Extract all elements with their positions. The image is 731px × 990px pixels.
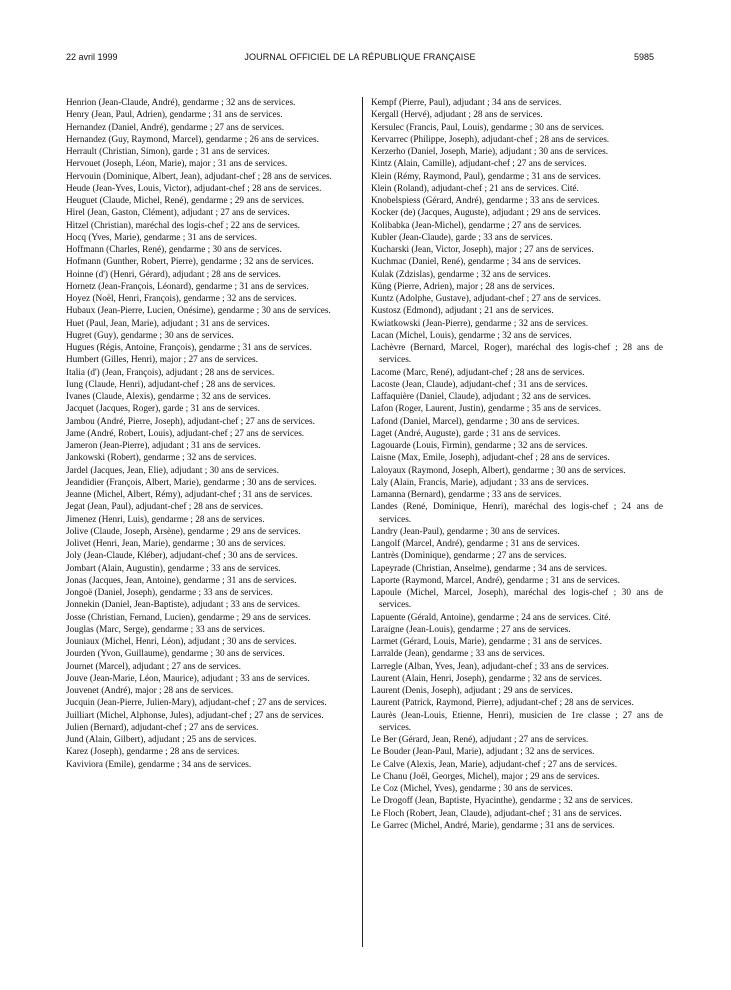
list-item: Kervarrec (Philippe, Joseph), adjudant-chef ; 28 ans de services.	[371, 134, 610, 145]
list-item: Laporte (Raymond, Marcel, André), gendarme ; 31 ans de services.	[371, 575, 620, 586]
list-item: Hugret (Guy), gendarme ; 30 ans de services.	[66, 330, 234, 341]
list-item: Hernandez (Guy, Raymond, Marcel), gendarme ; 26 ans de services.	[66, 134, 319, 145]
list-item: Le Bouder (Jean-Paul, Marie), adjudant ; 32 ans de services.	[371, 747, 595, 758]
list-item: Jame (André, Robert, Louis), adjudant-chef ; 27 ans de services.	[66, 428, 305, 439]
list-item: Hoyez (Noël, Henri, François), gendarme ; 32 ans de services.	[66, 294, 297, 304]
list-item: Kucharski (Jean, Victor, Joseph), major ; 27 ans de services.	[371, 245, 594, 255]
list-item: Le Garrec (Michel, André, Marie), gendarme ; 31 ans de services.	[371, 820, 615, 831]
list-item: Le Chanu (Joël, Georges, Michel), major ; 29 ans de services.	[371, 771, 600, 782]
list-item: Laurès (Jean-Louis, Etienne, Henri), musicien de 1re classe ; 27 ans de services.	[371, 710, 663, 733]
list-item: Lapuente (Gérald, Antoine), gendarme ; 24 ans de services. Cité.	[371, 612, 611, 623]
list-item: Kolibabka (Jean-Michel), gendarme ; 27 ans de services.	[371, 220, 582, 231]
list-item: Jeanne (Michel, Albert, Rémy), adjudant-chef ; 31 ans de services.	[66, 490, 313, 500]
list-item: Jouvenet (André), major ; 28 ans de services.	[66, 686, 234, 696]
list-item: Le Ber (Gérard, Jean, René), adjudant ; 27 ans de services.	[371, 735, 589, 745]
list-item: Jankowski (Robert), gendarme ; 32 ans de services.	[66, 453, 257, 464]
list-item: Heude (Jean-Yves, Louis, Victor), adjudant-chef ; 28 ans de services.	[66, 183, 322, 194]
header-date: 22 avril 1999	[66, 52, 118, 62]
list-item: Laurent (Denis, Joseph), adjudant ; 29 ans de services.	[371, 686, 573, 696]
list-item: Juilliart (Michel, Alphonse, Jules), adjudant-chef ; 27 ans de services.	[66, 710, 324, 721]
list-item: Jouglas (Marc, Serge), gendarme ; 33 ans de services.	[66, 624, 265, 635]
list-item: Jongoë (Daniel, Joseph), gendarme ; 33 ans de services.	[66, 588, 273, 598]
list-item: Le Floch (Robert, Jean, Claude), adjudant-chef ; 31 ans de services.	[371, 808, 622, 819]
list-item: Jombart (Alain, Augustin), gendarme ; 33 ans de services.	[66, 563, 281, 574]
list-item: Julien (Bernard), adjudant-chef ; 27 ans de services.	[66, 722, 259, 733]
left-column	[66, 97, 358, 771]
list-item: Journet (Marcel), adjudant ; 27 ans de services.	[66, 661, 241, 672]
list-item: Hervouet (Joseph, Léon, Marie), major ; 31 ans de services.	[66, 159, 288, 170]
list-item: Landes (René, Dominique, Henri), maréchal des logis-chef ; 24 ans de services.	[371, 502, 663, 525]
list-item: Kuntz (Adolphe, Gustave), adjudant-chef ; 27 ans de services.	[371, 294, 601, 304]
list-item: Landry (Jean-Paul), gendarme ; 30 ans de services.	[371, 526, 560, 537]
list-item: Le Drogoff (Jean, Baptiste, Hyacinthe), gendarme ; 32 ans de services.	[371, 796, 633, 807]
list-item: Kocker (de) (Jacques, Auguste), adjudant ; 29 ans de services.	[371, 208, 601, 219]
list-item: Kwiatkowski (Jean-Pierre), gendarme ; 32 ans de services.	[371, 318, 589, 329]
list-item: Kerzerho (Daniel, Joseph, Marie), adjudant ; 30 ans de services.	[371, 147, 609, 157]
list-item: Jonas (Jacques, Jean, Antoine), gendarme ; 31 ans de services.	[66, 575, 297, 586]
header-title: JOURNAL OFFICIEL DE LA RÉPUBLIQUE FRANÇAISE	[244, 52, 476, 62]
list-item: Lamanna (Bernard), gendarme ; 33 ans de services.	[371, 490, 562, 500]
list-item: Laget (André, Auguste), garde ; 31 ans de services.	[371, 428, 561, 439]
list-item: Jegat (Jean, Paul), adjudant-chef ; 28 ans de services.	[66, 502, 264, 513]
list-item: Jolivet (Henri, Jean, Marie), gendarme ; 30 ans de services.	[66, 539, 286, 549]
list-item: Kempf (Pierre, Paul), adjudant ; 34 ans de services.	[371, 98, 562, 108]
list-item: Kustosz (Edmond), adjudant ; 21 ans de services.	[371, 306, 554, 317]
list-item: Lacome (Marc, René), adjudant-chef ; 28 ans de services.	[371, 367, 585, 378]
list-item: Lagouarde (Louis, Firmin), gendarme ; 32 ans de services.	[371, 441, 588, 451]
list-item: Hofmann (Gunther, Robert, Pierre), gendarme ; 32 ans de services.	[66, 257, 314, 268]
list-item: Lantrès (Dominique), gendarme ; 27 ans de services.	[371, 551, 567, 562]
list-item: Lafon (Roger, Laurent, Justin), gendarme ; 35 ans de services.	[371, 404, 602, 415]
list-item: Jameron (Jean-Pierre), adjudant ; 31 ans de services.	[66, 441, 261, 451]
list-item: Hoinne (d') (Henri, Gérard), adjudant ; 28 ans de services.	[66, 269, 281, 280]
list-item: Josse (Christian, Fernand, Lucien), gendarme ; 29 ans de services.	[66, 612, 311, 623]
list-item: Karez (Joseph), gendarme ; 28 ans de services.	[66, 747, 240, 758]
list-item: Laloyaux (Raymond, Joseph, Albert), gendarme ; 30 ans de services.	[371, 465, 626, 476]
list-item: Hoffmann (Charles, René), gendarme ; 30 ans de services.	[66, 245, 282, 255]
list-item: Kulak (Zdzislas), gendarme ; 32 ans de services.	[371, 269, 551, 280]
list-item: Kuchmac (Daniel, René), gendarme ; 34 ans de services.	[371, 257, 581, 268]
list-item: Lacoste (Jean, Claude), adjudant-chef ; 31 ans de services.	[371, 379, 588, 390]
list-item: Le Coz (Michel, Yves), gendarme ; 30 ans de services.	[371, 784, 573, 794]
list-item: Hitzel (Christian), maréchal des logis-chef ; 22 ans de services.	[66, 220, 300, 231]
right-column	[371, 97, 663, 832]
list-item: Kersulec (Francis, Paul, Louis), gendarme ; 30 ans de services.	[371, 122, 604, 133]
list-item: Lafond (Daniel, Marcel), gendarme ; 30 ans de services.	[371, 416, 580, 427]
list-item: Hernandez (Daniel, André), gendarme ; 27 ans de services.	[66, 122, 285, 133]
list-item: Jund (Alain, Gilbert), adjudant ; 25 ans de services.	[66, 735, 257, 745]
list-item: Kintz (Alain, Camille), adjudant-chef ; 27 ans de services.	[371, 159, 587, 170]
list-item: Ivanes (Claude, Alexis), gendarme ; 32 ans de services.	[66, 392, 271, 402]
list-item: Jolive (Claude, Joseph, Arsène), gendarme ; 29 ans de services.	[66, 526, 301, 537]
list-item: Küng (Pierre, Adrien), major ; 28 ans de services.	[371, 281, 555, 292]
list-item: Jourden (Yvon, Guillaume), gendarme ; 30 ans de services.	[66, 649, 285, 660]
list-item: Heuguet (Claude, Michel, René), gendarme ; 29 ans de services.	[66, 196, 305, 206]
list-item: Laffaquière (Daniel, Claude), adjudant ; 32 ans de services.	[371, 392, 591, 402]
list-item: Klein (Roland), adjudant-chef ; 21 ans de services. Cité.	[371, 183, 579, 194]
list-item: Hirel (Jean, Gaston, Clément), adjudant ; 27 ans de services.	[66, 208, 290, 219]
list-item: Laly (Alain, Francis, Marie), adjudant ; 33 ans de services.	[371, 477, 589, 488]
list-item: Jimenez (Henri, Luis), gendarme ; 28 ans de services.	[66, 514, 265, 525]
list-item: Henrion (Jean-Claude, André), gendarme ; 32 ans de services.	[66, 98, 296, 108]
list-item: Jouniaux (Michel, Henri, Léon), adjudant ; 30 ans de services.	[66, 637, 297, 647]
column-divider	[362, 97, 363, 947]
list-item: Knobelspiess (Gérard, André), gendarme ; 33 ans de services.	[371, 196, 600, 206]
list-item: Larmet (Gérard, Louis, Marie), gendarme ; 31 ans de services.	[371, 637, 602, 647]
list-item: Laisne (Max, Emile, Joseph), adjudant-chef ; 28 ans de services.	[371, 453, 610, 464]
list-item: Jacquet (Jacques, Roger), garde ; 31 ans de services.	[66, 404, 260, 415]
list-item: Larregle (Alban, Yves, Jean), adjudant-chef ; 33 ans de services.	[371, 661, 609, 672]
list-item: Jouve (Jean-Marie, Léon, Maurice), adjudant ; 33 ans de services.	[66, 673, 310, 684]
list-item: Hubaux (Jean-Pierre, Lucien, Onésime), gendarme ; 30 ans de services.	[66, 306, 331, 317]
list-item: Lapoule (Michel, Marcel, Joseph), maréchal des logis-chef ; 30 ans de services.	[371, 588, 663, 611]
list-item: Laurent (Alain, Henri, Joseph), gendarme ; 32 ans de services.	[371, 673, 602, 684]
list-item: Laraigne (Jean-Louis), gendarme ; 27 ans de services.	[371, 624, 571, 635]
list-item: Klein (Rémy, Raymond, Paul), gendarme ; 31 ans de services.	[371, 171, 601, 182]
list-item: Italia (d') (Jean, François), adjudant ; 28 ans de services.	[66, 367, 275, 378]
list-item: Lachèvre (Bernard, Marcel, Roger), maréchal des logis-chef ; 28 ans de services.	[371, 343, 663, 366]
list-item: Joly (Jean-Claude, Kléber), adjudant-chef ; 30 ans de services.	[66, 551, 298, 562]
list-item: Langolf (Marcel, André), gendarme ; 31 ans de services.	[371, 539, 580, 549]
list-item: Hugues (Régis, Antoine, François), gendarme ; 31 ans de services.	[66, 343, 312, 353]
list-item: Jeandidier (François, Albert, Marie), gendarme ; 30 ans de services.	[66, 477, 317, 488]
list-item: Henry (Jean, Paul, Adrien), gendarme ; 31 ans de services.	[66, 110, 283, 121]
list-item: Hornetz (Jean-François, Léonard), gendarme ; 31 ans de services.	[66, 281, 309, 292]
list-item: Hocq (Yves, Marie), gendarme ; 31 ans de services.	[66, 232, 257, 243]
list-item: Larralde (Jean), gendarme ; 33 ans de services.	[371, 649, 545, 660]
list-item: Kaviviora (Emile), gendarme ; 34 ans de services.	[66, 759, 252, 770]
list-item: Humbert (Gilles, Henri), major ; 27 ans de services.	[66, 355, 258, 366]
list-item: Lapeyrade (Christian, Anselme), gendarme ; 34 ans de services.	[371, 563, 608, 574]
list-item: Kubler (Jean-Claude), garde ; 33 ans de services.	[371, 232, 553, 243]
list-item: Jambou (André, Pierre, Joseph), adjudant-chef ; 27 ans de services.	[66, 416, 315, 427]
header-page-number: 5985	[633, 52, 654, 62]
list-item: Le Calve (Alexis, Jean, Marie), adjudant-chef ; 27 ans de services.	[371, 759, 618, 770]
list-item: Jonnekin (Daniel, Jean-Baptiste), adjudant ; 33 ans de services.	[66, 600, 301, 611]
page-header	[66, 52, 654, 66]
list-item: Lacan (Michel, Louis), gendarme ; 32 ans de services.	[371, 330, 572, 341]
list-item: Iung (Claude, Henri), adjudant-chef ; 28 ans de services.	[66, 379, 276, 390]
list-item: Huet (Paul, Jean, Marie), adjudant ; 31 ans de services.	[66, 318, 270, 329]
list-item: Hervouin (Dominique, Albert, Jean), adjudant-chef ; 28 ans de services.	[66, 171, 332, 182]
list-item: Laurent (Patrick, Raymond, Pierre), adjudant-chef ; 28 ans de services.	[371, 698, 634, 709]
list-item: Jucquin (Jean-Pierre, Julien-Mary), adjudant-chef ; 27 ans de services.	[66, 698, 327, 709]
list-item: Kergall (Hervé), adjudant ; 28 ans de services.	[371, 110, 543, 121]
list-item: Jardel (Jacques, Jean, Elie), adjudant ; 30 ans de services.	[66, 465, 279, 476]
list-item: Herrault (Christian, Simon), garde ; 31 ans de services.	[66, 147, 270, 157]
